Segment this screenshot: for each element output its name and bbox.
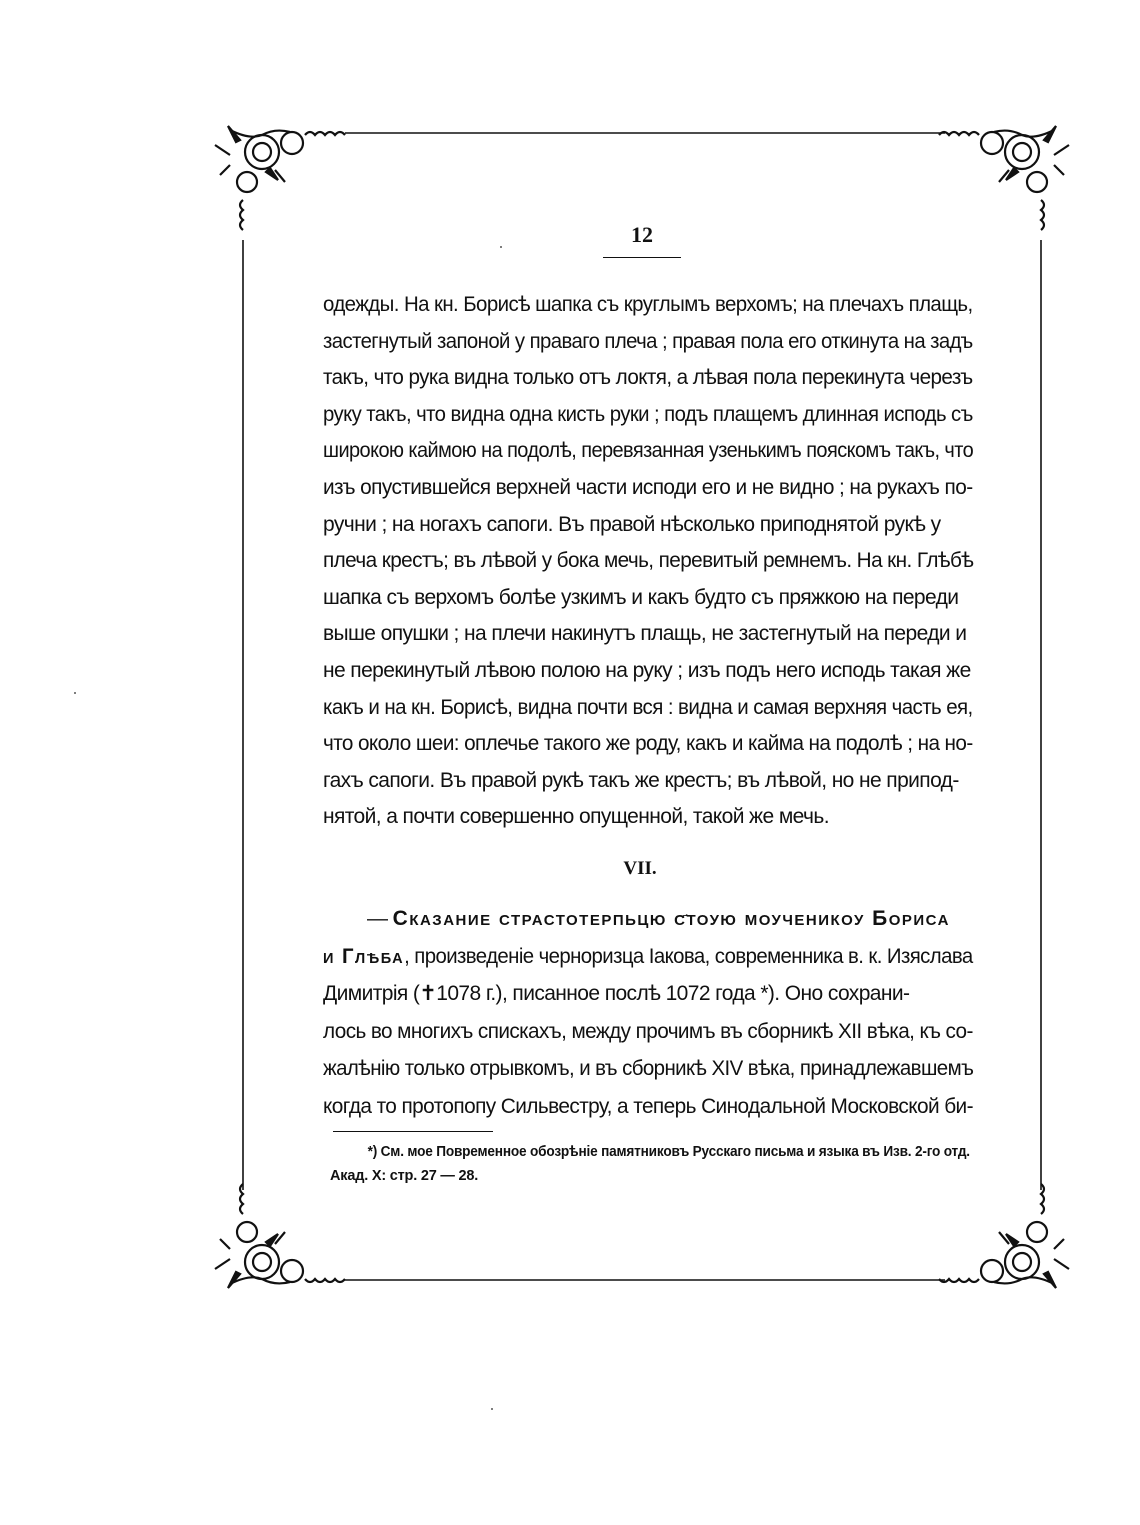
paragraph-1-line: шапка съ верхомъ болѣе узкимъ и какъ будто съ пряжкою на переди [323,585,959,609]
footnote-line: *) См. мое Повременное обозрѣніе памятниковъ Русскаго письма и языка въ Изв. 2-го отд. [367,1144,970,1160]
paragraph-1-line: руку такъ, что видна одна кисть руки ; подъ плащемъ длинная исподь съ [323,402,973,426]
paragraph-1-line: застегнутый запоной у праваго плеча ; правая пола его откинута на задъ [323,329,973,353]
page-number-rule [603,257,681,258]
paragraph-2-line [323,900,973,938]
stray-mark [500,246,502,248]
paragraph-2-text: , произведеніе черноризца Іакова, современника в. к. Изяслава [404,944,973,968]
paragraph-1-line: какъ и на кн. Борисѣ, видна почти вся : видна и самая верхняя часть ея, [323,695,973,719]
paragraph-1-line: выше опушки ; на плечи накинутъ плащь, не застегнутый на переди и [323,622,967,646]
paragraph-1-line: что около шеи: оплечье такого же роду, какъ и кайма на подолѣ ; на но- [323,732,973,756]
section-heading: VII. [623,858,657,879]
paragraph-1-line: одежды. На кн. Борисѣ шапка съ круглымъ верхомъ; на плечахъ плащь, [323,293,973,316]
paragraph-2-line [323,938,973,976]
corner-ornament-top-right-icon [939,126,1069,230]
paragraph-1-line: широкою каймою на подолѣ, перевязанная узенькимъ пояскомъ такъ, что [323,439,974,463]
paragraph-1-line: нятой, а почти совершенно опущенной, такой же мечь. [323,805,829,829]
paragraph-1-line: не перекинутый лѣвою полою на руку ; изъ подъ него исподь такая же [323,658,971,682]
corner-ornament-bottom-left-icon [215,1184,345,1288]
paragraph-1-line: гахъ сапоги. Въ правой рукѣ такъ же крестъ; въ лѣвой, но не припод- [323,768,959,792]
paragraph-1-line: такъ, что рука видна только отъ локтя, а лѣвая пола перекинута черезъ [323,366,973,390]
paragraph-2-line: жалѣнію только отрывкомъ, и въ сборникѣ XIV вѣка, принадлежавшемъ [323,1057,974,1080]
corner-ornament-bottom-right-icon [939,1184,1069,1288]
em-dash: — [367,907,388,930]
work-title: Сказание страстотерпьцю с҃тоую моученикоу Бориса [392,907,950,930]
paragraph-1-line: изъ опустившейся верхней части исподи его и не видно ; на рукахъ по- [323,475,973,499]
footnote-rule [333,1131,493,1132]
paragraph-2-line: когда то протопопу Сильвестру, а теперь Синодальной Московской би- [323,1094,973,1118]
paragraph-2 [323,900,973,1125]
footnote [330,1140,970,1188]
paragraph-2-line: Димитрія (✝1078 г.), писанное послѣ 1072 года *). Оно сохрани- [323,982,910,1005]
paragraph-2-line: лось во многихъ спискахъ, между прочимъ въ сборникѣ XII вѣка, къ со- [323,1019,973,1043]
paragraph-1-line: плеча крестъ; въ лѣвой у бока мечь, перевитый ремнемъ. На кн. Глѣбѣ [323,549,974,573]
page-number: 12 [631,222,653,247]
work-title-continued: и Глѣба [323,944,405,968]
corner-ornament-top-left-icon [215,126,345,230]
stray-mark [74,692,76,694]
paragraph-1-line: ручни ; на ногахъ сапоги. Въ правой нѣсколько приподнятой рукѣ у [323,512,941,536]
footnote-line: Акад. X: стр. 27 — 28. [330,1168,479,1184]
paragraph-1 [323,287,973,836]
stray-mark [491,1408,493,1410]
